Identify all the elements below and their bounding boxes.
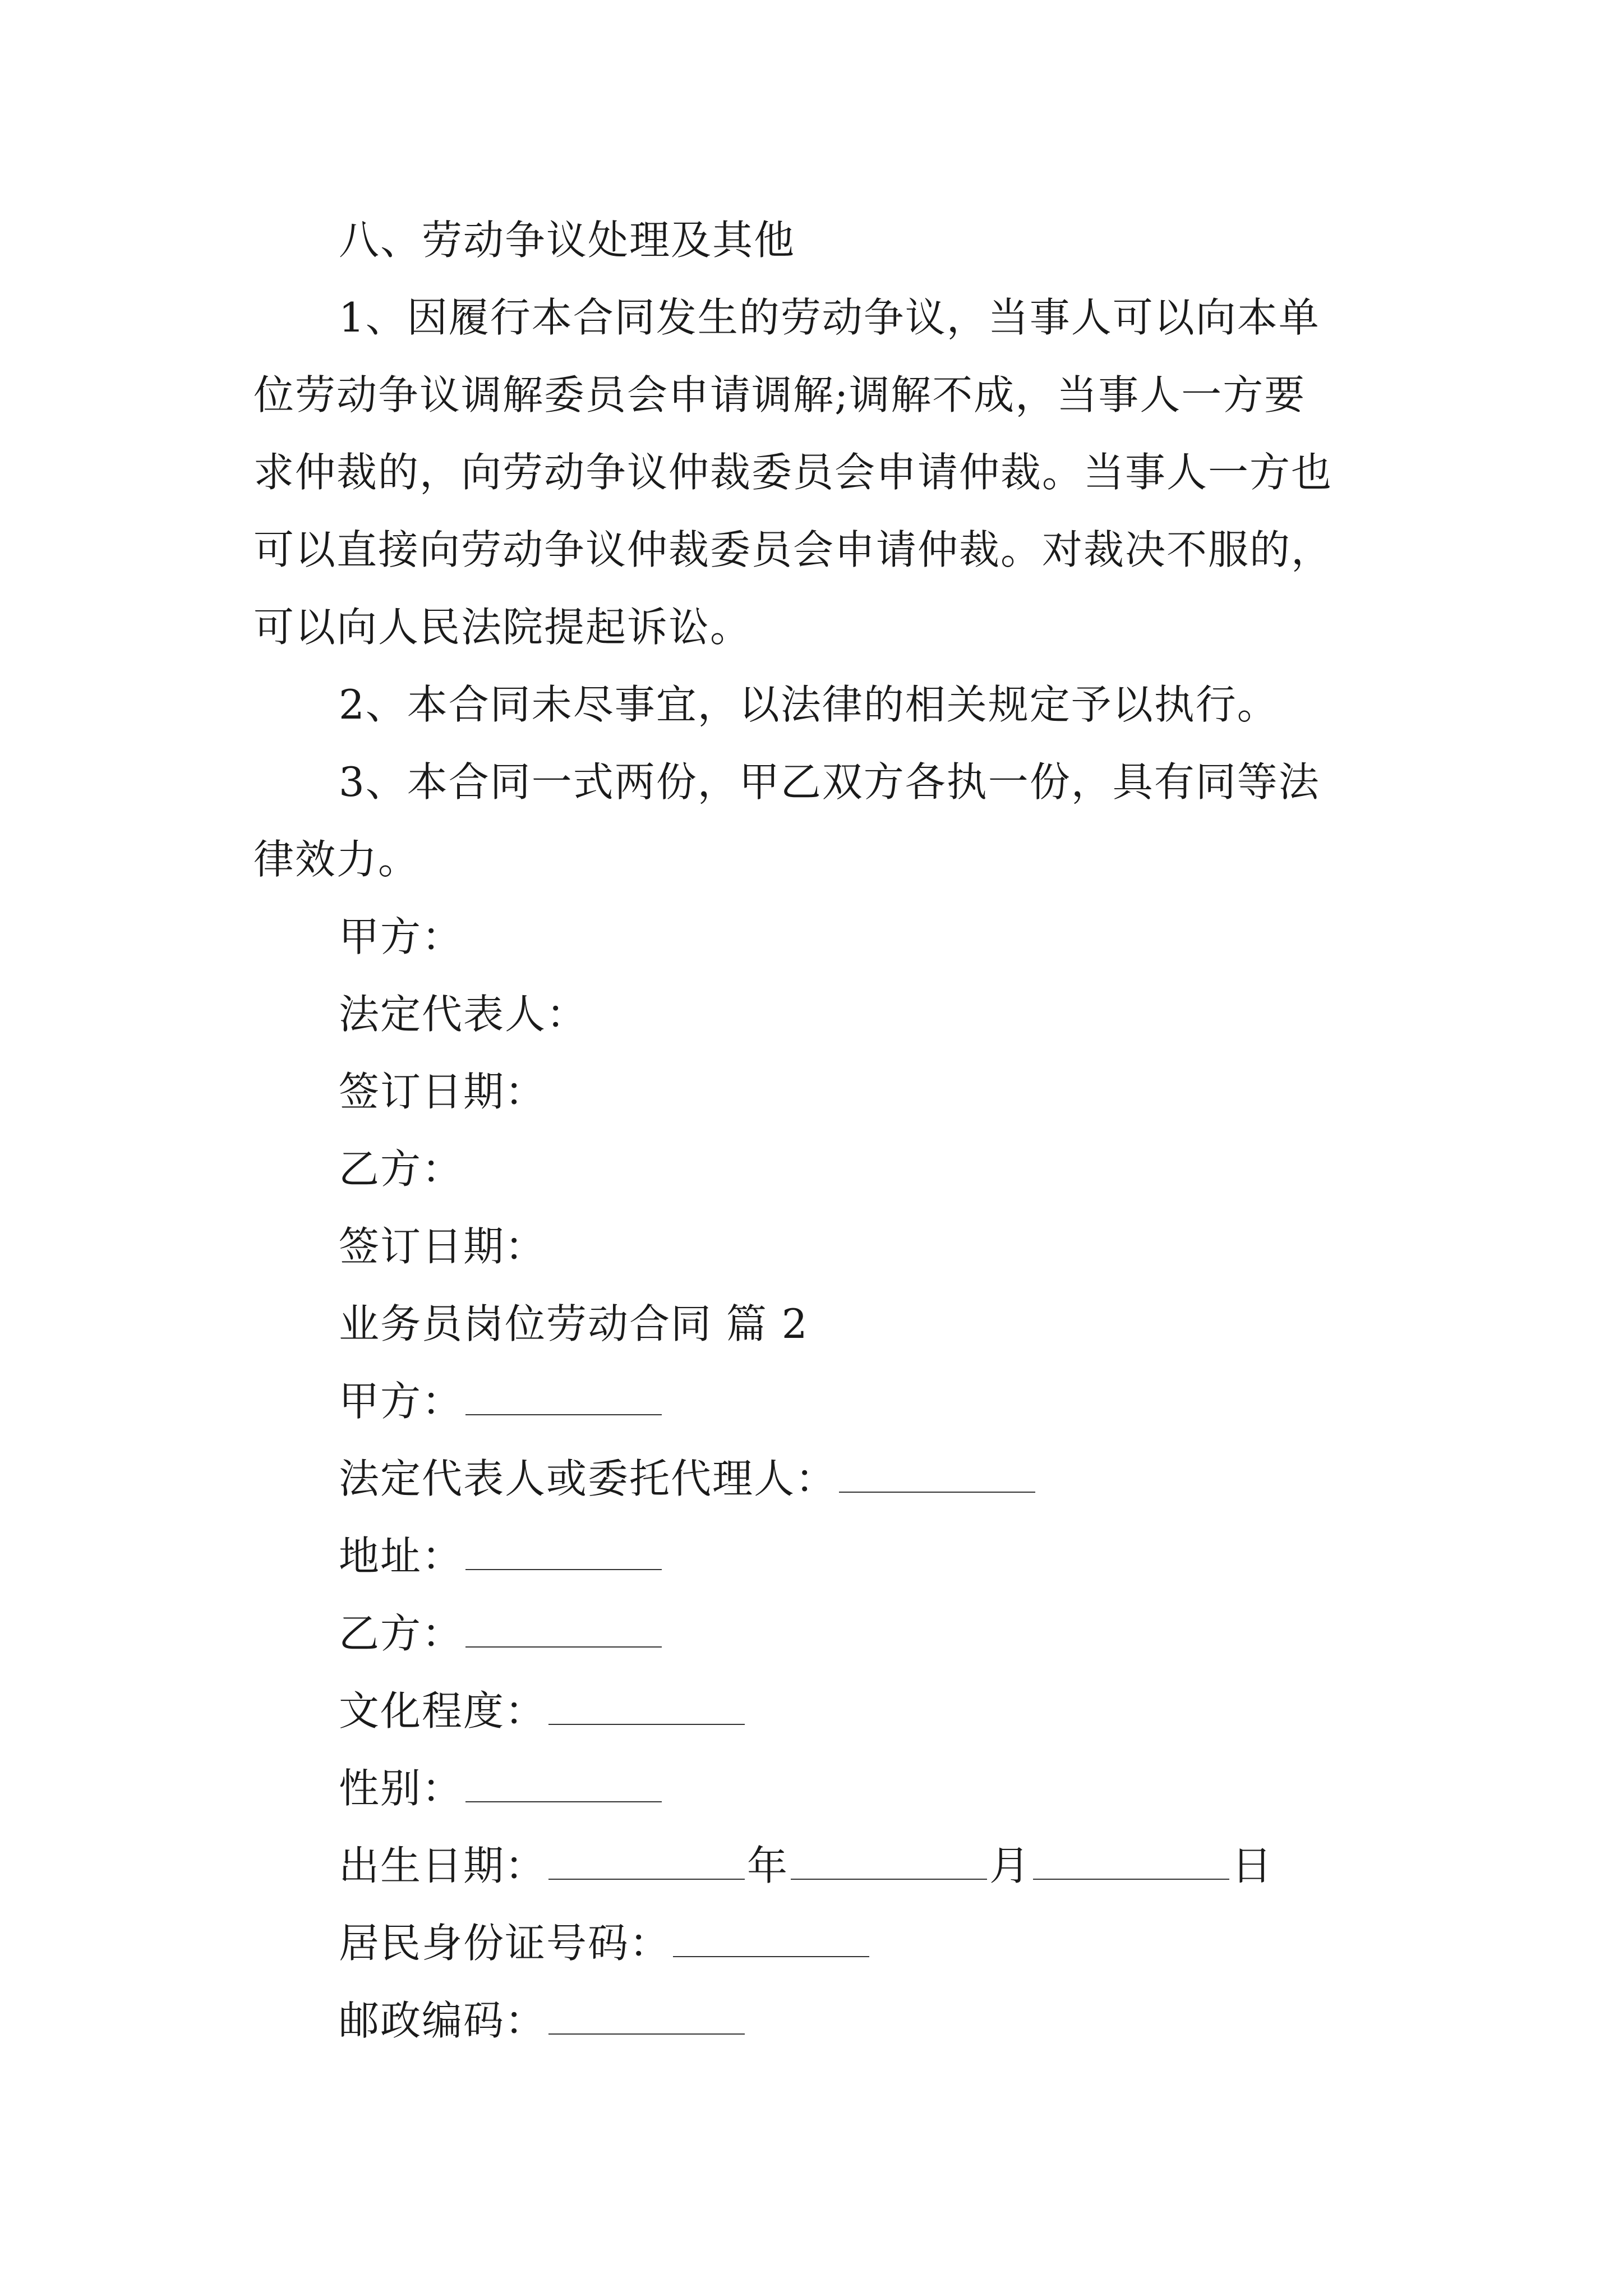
contract-2-title: 业务员岗位劳动合同 篇 2 <box>339 1300 809 1347</box>
field-postal-code-blank <box>548 2000 745 2035</box>
paragraph-1-line-5: 可以向人民法院提起诉讼。 <box>253 604 752 651</box>
year-label: 年 <box>747 1842 789 1889</box>
field-birth-date <box>339 1839 1273 1893</box>
field-postal-code <box>339 1994 747 2047</box>
field-birth-date-label: 出生日期： <box>339 1842 547 1889</box>
field-legal-rep-or-agent-blank <box>839 1458 1035 1493</box>
field-gender-blank <box>465 1768 662 1802</box>
field-address <box>339 1529 664 1583</box>
field-gender-label: 性别： <box>339 1765 464 1812</box>
field-birth-month-blank <box>791 1845 987 1880</box>
day-label: 日 <box>1232 1842 1274 1889</box>
paragraph-1-line-3: 求仲裁的，向劳动争议仲裁委员会申请仲裁。当事人一方也 <box>253 449 1333 496</box>
field-party-b <box>339 1607 664 1660</box>
month-label: 月 <box>989 1842 1031 1889</box>
paragraph-1-line-4: 可以直接向劳动争议仲裁委员会申请仲裁。对裁决不服的， <box>253 526 1333 573</box>
field-education-label: 文化程度： <box>339 1687 547 1734</box>
party-a-label: 甲方： <box>339 913 464 960</box>
field-id-number <box>339 1916 872 1970</box>
field-party-a-label: 甲方： <box>339 1378 464 1425</box>
sign-date-b-label: 签订日期： <box>339 1223 547 1270</box>
field-legal-rep-or-agent-label: 法定代表人或委托代理人： <box>339 1455 837 1502</box>
field-party-a <box>339 1374 664 1428</box>
field-education <box>339 1684 747 1738</box>
field-legal-rep-or-agent <box>339 1452 1038 1506</box>
field-birth-year-blank <box>548 1845 745 1880</box>
field-gender <box>339 1761 664 1815</box>
section-heading: 八、劳动争议处理及其他 <box>339 217 796 264</box>
legal-rep-label: 法定代表人： <box>339 991 588 1038</box>
field-id-number-blank <box>673 1922 869 1957</box>
field-party-b-blank <box>465 1613 662 1648</box>
sign-date-a-label: 签订日期： <box>339 1068 547 1115</box>
field-postal-code-label: 邮政编码： <box>339 1997 547 2044</box>
field-education-blank <box>548 1690 745 1725</box>
field-address-blank <box>465 1535 662 1570</box>
field-party-a-blank <box>465 1381 662 1415</box>
field-birth-day-blank <box>1033 1845 1229 1880</box>
field-party-b-label: 乙方： <box>339 1610 464 1657</box>
party-b-label: 乙方： <box>339 1145 464 1193</box>
field-address-label: 地址： <box>339 1533 464 1580</box>
paragraph-2: 2、本合同未尽事宜，以法律的相关规定予以执行。 <box>339 681 1279 728</box>
paragraph-3-line-2: 律效力。 <box>253 836 420 883</box>
field-id-number-label: 居民身份证号码： <box>339 1920 671 1967</box>
paragraph-1-line-1: 1、因履行本合同发生的劳动争议，当事人可以向本单 <box>339 294 1320 341</box>
paragraph-1-line-2: 位劳动争议调解委员会申请调解;调解不成，当事人一方要 <box>253 371 1306 418</box>
paragraph-3-line-1: 3、本合同一式两份，甲乙双方各执一份，具有同等法 <box>339 758 1320 806</box>
